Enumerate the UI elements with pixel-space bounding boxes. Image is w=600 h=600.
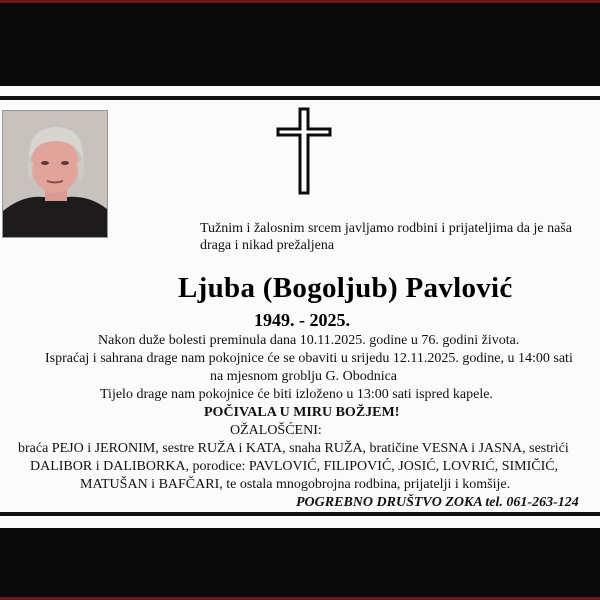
mourners-line: DALIBOR i DALIBORKA, porodice: PAVLOVIĆ, FILIPOVIĆ, JOSIĆ, LOVRIĆ, SIMIČIĆ, [30,459,559,474]
intro-text [200,220,600,254]
funeral-service-signature: POGREBNO DRUŠTVO ZOKA tel. 061-263-124 [296,495,579,510]
intro-line: draga i nikad prežaljena [200,238,335,253]
death-notice-line: Nakon duže bolesti preminula dana 10.11.2025. godine u 76. godini života. [98,333,520,348]
viewing-line: Tijelo drage nam pokojnice će biti izloženo u 13:00 sati ispred kapele. [100,387,493,402]
deceased-name: Ljuba (Bogoljub) Pavlović [178,272,513,304]
mourners-line: MATUŠAN i BAFČARI, te ostala mnogobrojna rodbina, prijatelji i komšije. [80,477,511,492]
portrait-photo [2,110,108,238]
cross-icon [275,106,333,196]
portrait-icon [3,111,107,237]
top-border-line [0,96,600,100]
bottom-border-line [0,512,600,516]
rest-in-peace-line: POČIVALA U MIRU BOŽJEM! [204,405,400,420]
intro-line: Tužnim i žalosnim srcem javljamo rodbini i prijateljima da je naša [200,221,572,236]
mourners-line: braća PEJO i JERONIM, sestre RUŽA i KATA, snaha RUŽA, bratičine VESNA i JASNA, sestrići [18,441,569,456]
life-years: 1949. - 2025. [254,310,350,330]
top-black-band [0,0,600,86]
funeral-line: Ispraćaj i sahrana drage nam pokojnice će se obaviti u srijedu 12.11.2025. godine, u 14:00 sati [45,351,573,366]
mourners-heading: OŽALOŠĆENI: [230,423,322,438]
bottom-black-band [0,528,600,600]
obituary-card [0,86,600,528]
cemetery-line: na mjesnom groblju G. Obodnica [210,369,398,384]
